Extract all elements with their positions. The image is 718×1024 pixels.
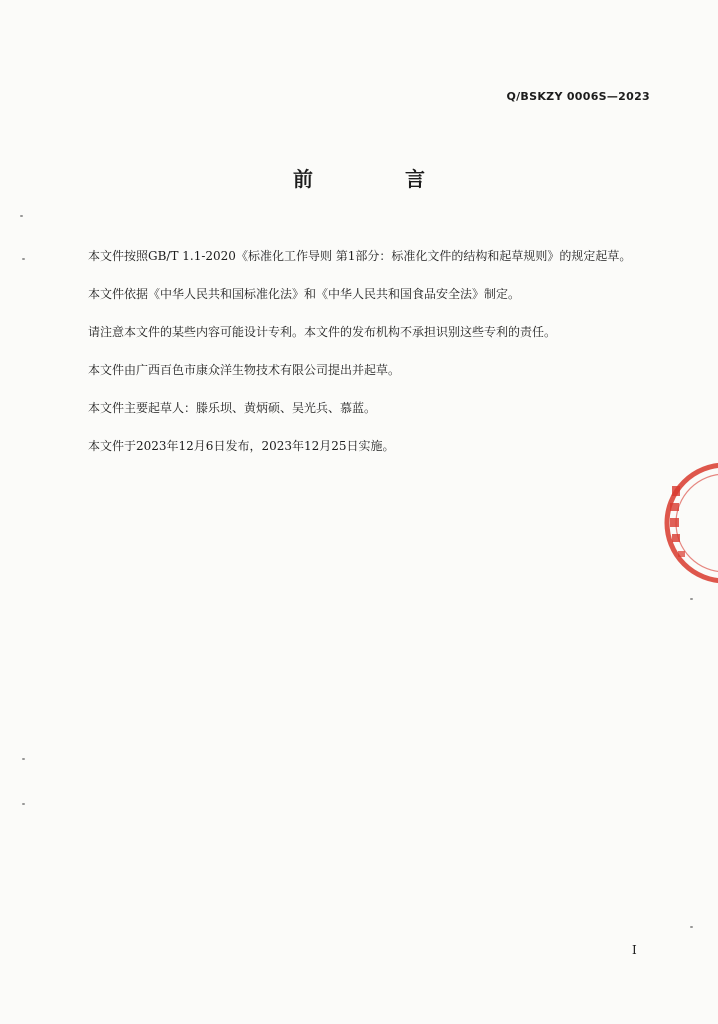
seal-mark bbox=[670, 503, 679, 511]
seal-mark bbox=[672, 486, 680, 496]
standard-code: Q/BSKZY 0006S—2023 bbox=[506, 90, 650, 103]
page-title: 前 言 bbox=[293, 167, 461, 191]
seal-mark bbox=[670, 518, 679, 527]
scan-speck bbox=[22, 803, 25, 805]
paragraph: 本文件主要起草人：滕乐坝、黄炳硕、吴光兵、慕蓝。 bbox=[88, 401, 377, 415]
paragraph: 请注意本文件的某些内容可能设计专利。本文件的发布机构不承担识别这些专利的责任。 bbox=[88, 325, 557, 339]
scan-speck bbox=[690, 598, 693, 600]
company-seal bbox=[660, 458, 718, 588]
scan-speck bbox=[690, 926, 693, 928]
scan-speck bbox=[22, 258, 25, 260]
page-number: I bbox=[632, 943, 637, 957]
seal-mark bbox=[672, 534, 680, 542]
paragraph: 本文件于2023年12月6日发布，2023年12月25日实施。 bbox=[88, 439, 395, 453]
scan-speck bbox=[20, 215, 23, 217]
paragraph: 本文件依据《中华人民共和国标准化法》和《中华人民共和国食品安全法》制定。 bbox=[88, 287, 521, 301]
seal-mark bbox=[678, 551, 685, 557]
paragraph: 本文件按照GB/T 1.1-2020《标准化工作导则 第1部分：标准化文件的结构和起草规则》的规定起草。 bbox=[88, 249, 632, 263]
paragraph: 本文件由广西百色市康众洋生物技术有限公司提出并起草。 bbox=[88, 363, 401, 377]
scan-speck bbox=[22, 758, 25, 760]
seal-inner-ring bbox=[676, 474, 718, 572]
foreword-body bbox=[88, 247, 678, 475]
